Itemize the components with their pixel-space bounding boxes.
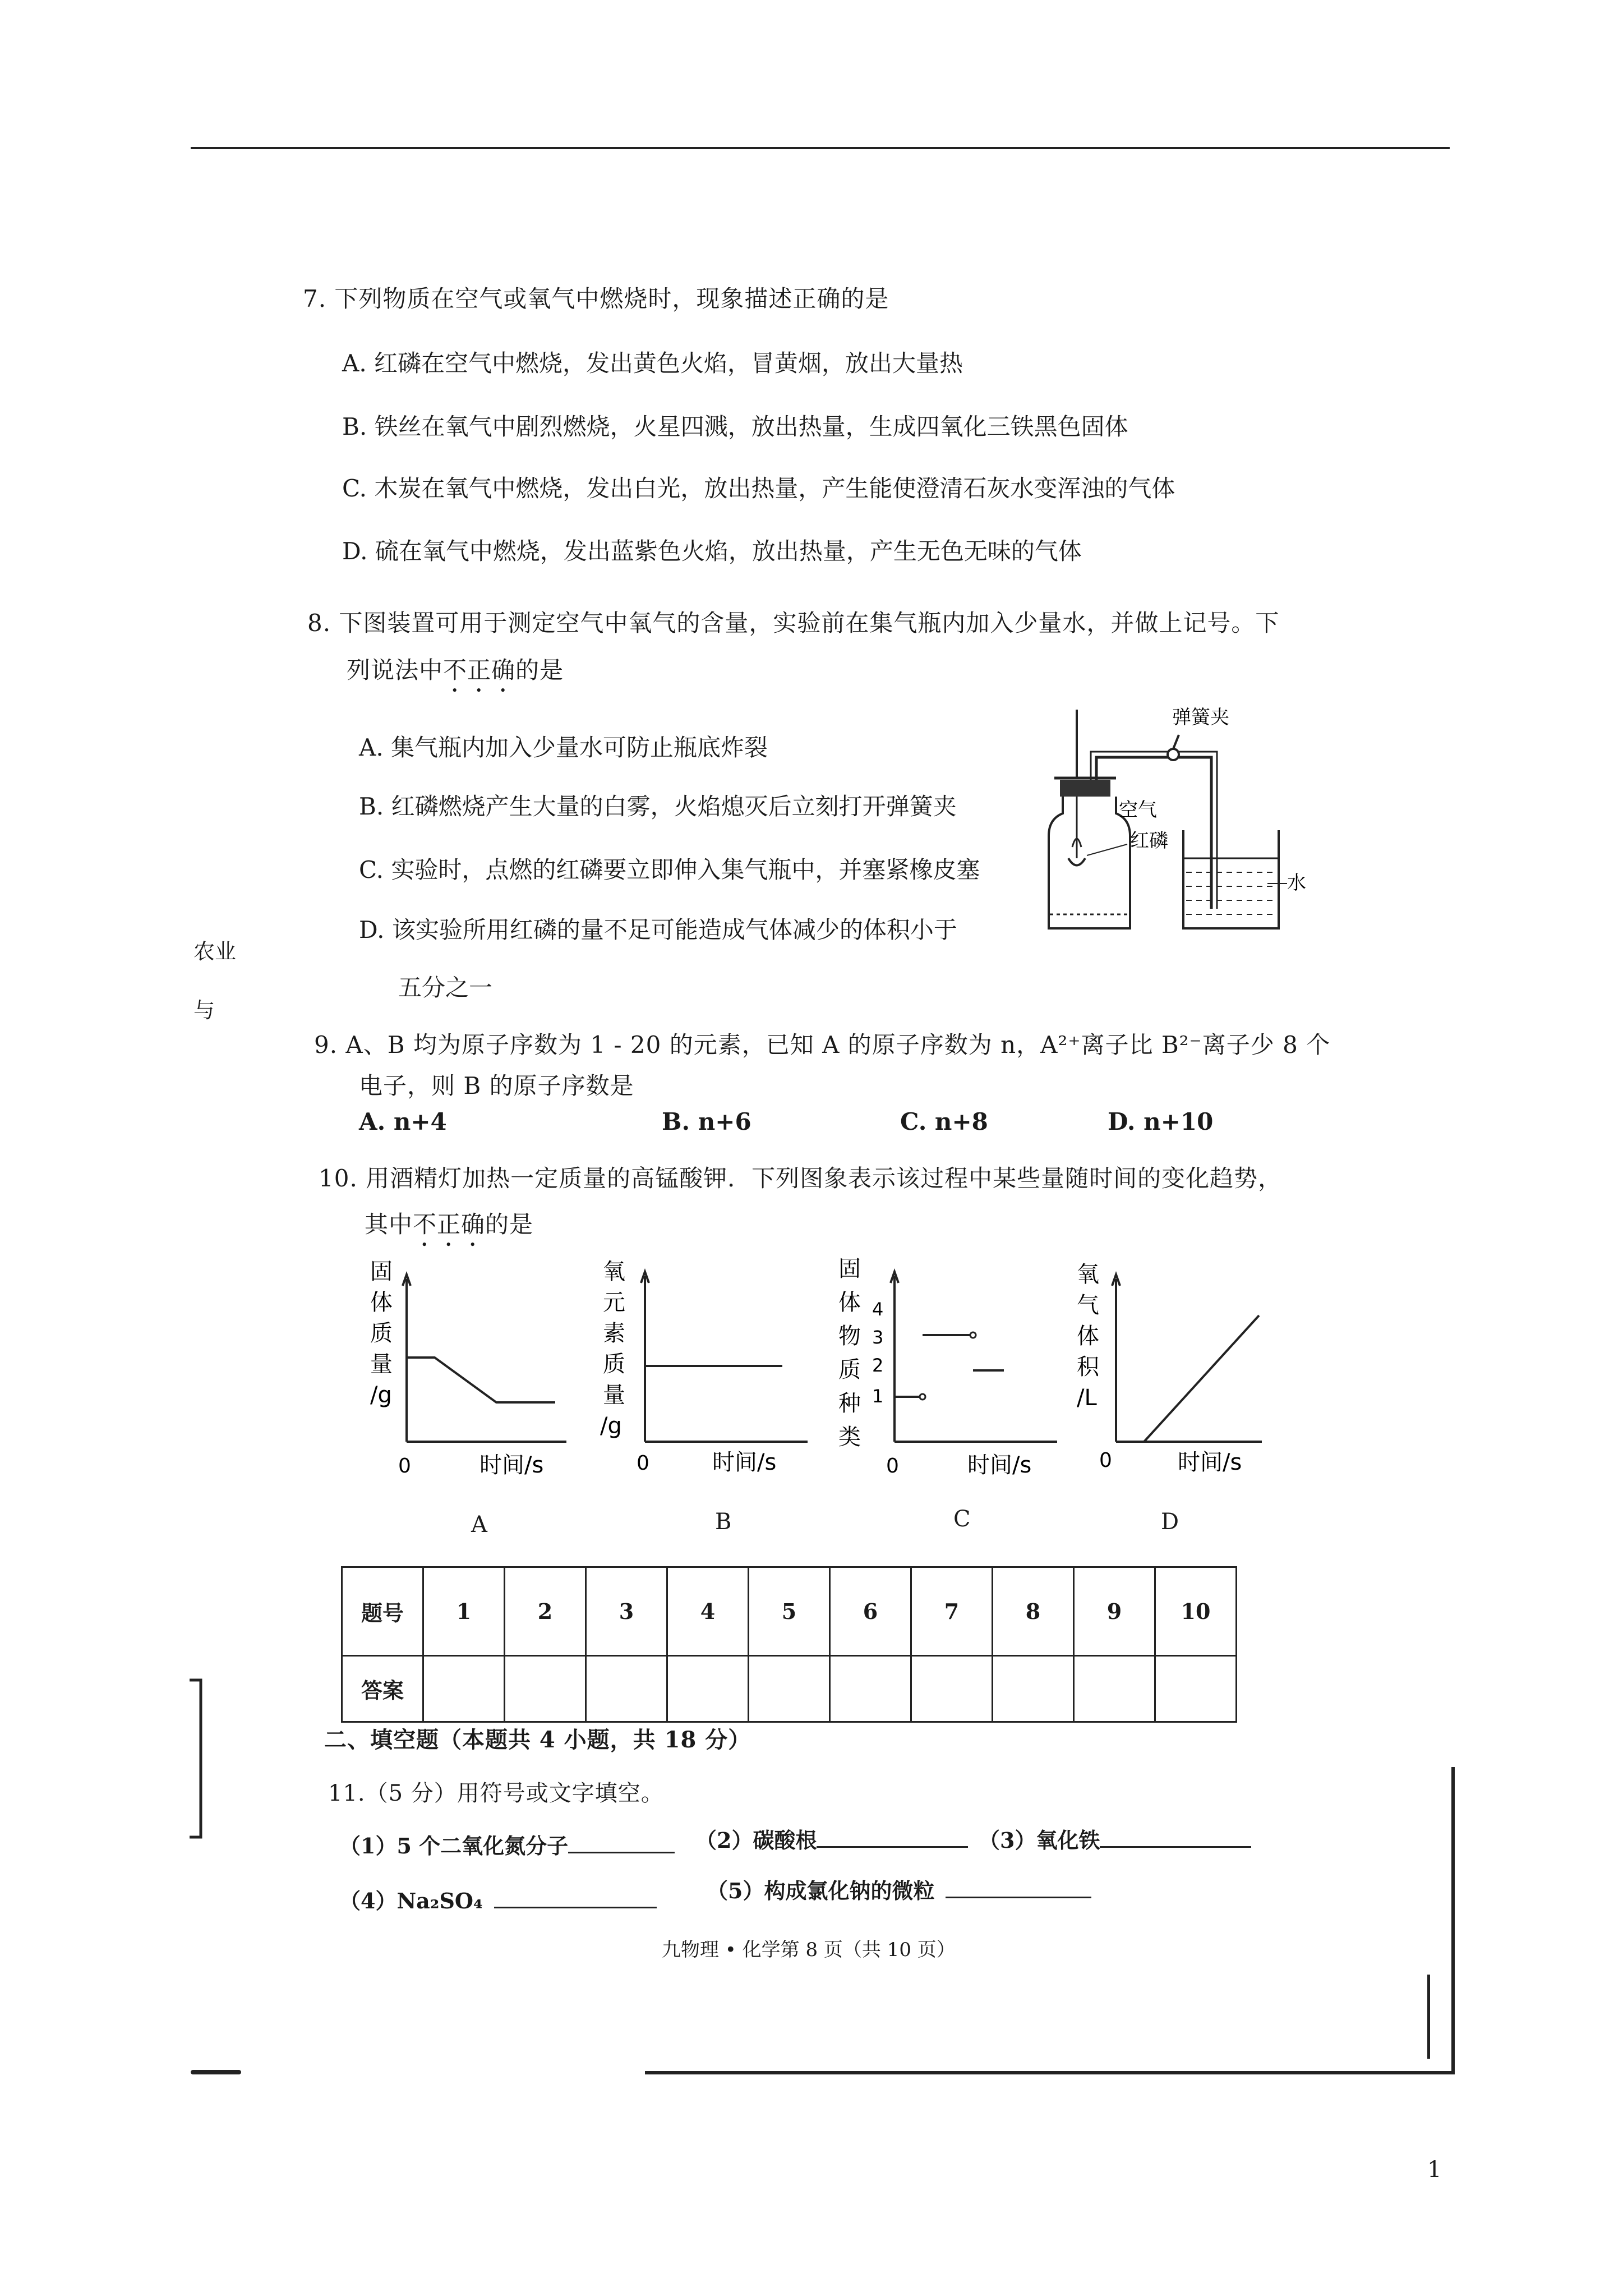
- answer-table-number-8: 8: [993, 1567, 1074, 1656]
- chart-c-ytick-3: 3: [872, 1327, 884, 1348]
- q9-line2: 电子，则 B 的原子序数是: [359, 1072, 634, 1099]
- spring-clip-icon: [1168, 749, 1179, 760]
- chart-b-ylabel-5: 量: [603, 1382, 625, 1408]
- q11-item-3-blank[interactable]: [1100, 1827, 1251, 1848]
- answer-table-number-7: 7: [911, 1567, 993, 1656]
- scan-bottom-left-mark: [191, 2070, 241, 2074]
- chart-a-caption: A: [471, 1512, 487, 1538]
- chart-b-xlabel: 时间/s: [712, 1450, 777, 1475]
- label-phosphorus: 红磷: [1130, 830, 1168, 852]
- q8-stem-line2-pre: 列说法中: [347, 656, 444, 684]
- q8-stem-line2: [347, 652, 564, 697]
- answer-cell-9[interactable]: [1074, 1656, 1155, 1722]
- scan-right-tick: [1427, 1975, 1430, 2059]
- q9-option-d: D. n+10: [1108, 1108, 1214, 1135]
- answer-table-number-2: 2: [505, 1567, 586, 1656]
- margin-text-1: 农业: [193, 939, 237, 964]
- chart-b-ylabel-1: 氧: [603, 1259, 625, 1285]
- beaker-water: [1186, 872, 1276, 914]
- chart-b-origin: 0: [637, 1452, 649, 1475]
- q8-option-c: C. 实验时，点燃的红磷要立即伸入集气瓶中，并塞紧橡皮塞: [359, 856, 980, 884]
- chart-c-ylabel-5: 种: [838, 1391, 861, 1416]
- chart-c-ylabel-6: 类: [838, 1424, 861, 1450]
- top-rule: [191, 147, 1450, 149]
- q7-option-d: D. 硫在氧气中燃烧，发出蓝紫色火焰，放出热量，产生无色无味的气体: [342, 537, 1082, 565]
- q11-item-1: [339, 1829, 675, 1860]
- q11-item-3-label: （3）氧化铁: [979, 1828, 1100, 1853]
- answer-table-label-number: 题号: [342, 1567, 423, 1656]
- q10-line2: [365, 1206, 533, 1251]
- q11-item-4-blank[interactable]: [494, 1888, 657, 1908]
- q8-stem-line2-post: 的是: [515, 656, 564, 684]
- q8-option-d: D. 该实验所用红磷的量不足可能造成气体减少的体积小于: [359, 916, 957, 944]
- chart-a-curve: [407, 1358, 555, 1402]
- chart-c-ytick-4: 4: [872, 1299, 884, 1320]
- chart-d-origin: 0: [1099, 1449, 1112, 1472]
- chart-c-ylabel-3: 物: [838, 1323, 861, 1349]
- answer-cell-2[interactable]: [505, 1656, 586, 1722]
- q8-option-b: B. 红磷燃烧产生大量的白雾，火焰熄灭后立刻打开弹簧夹: [359, 793, 957, 820]
- answer-table-number-6: 6: [830, 1567, 911, 1656]
- scan-bottom-edge: [645, 2071, 1453, 2074]
- chart-a-ylabel-3: 质: [370, 1320, 393, 1346]
- q8-stem-line1: 8. 下图装置可用于测定空气中氧气的含量，实验前在集气瓶内加入少量水，并做上记号。下: [307, 609, 1280, 637]
- margin-text-2: 与: [193, 998, 215, 1023]
- chart-d-caption: D: [1161, 1509, 1179, 1535]
- gas-jar: [1049, 797, 1130, 928]
- chart-d-ylabel-4: 积: [1077, 1354, 1099, 1380]
- q11-stem: 11.（5 分）用符号或文字填空。: [328, 1780, 664, 1806]
- answer-cell-5[interactable]: [749, 1656, 830, 1722]
- left-bracket-mark: [185, 1677, 208, 1840]
- chart-c-point-1: [920, 1394, 925, 1400]
- chart-d-ylabel-3: 体: [1077, 1323, 1099, 1349]
- chart-b-ylabel-3: 素: [603, 1320, 625, 1346]
- q11-item-4-label: （4）Na₂SO₄: [339, 1888, 483, 1913]
- q7-option-c: C. 木炭在氧气中燃烧，发出白光，放出热量，产生能使澄清石灰水变浑浊的气体: [342, 475, 1175, 502]
- chart-c-ylabel-2: 体: [838, 1290, 861, 1315]
- chart-b-ylabel-6: /g: [600, 1413, 622, 1439]
- chart-a-ylabel-4: 量: [370, 1351, 393, 1377]
- chart-d-ylabel-5: /L: [1077, 1385, 1097, 1411]
- page-footer: 九物理 • 化学第 8 页（共 10 页）: [662, 1939, 956, 1961]
- chart-a-ylabel-1: 固: [370, 1259, 393, 1285]
- chart-b-ylabel-4: 质: [603, 1351, 625, 1377]
- chart-b-caption: B: [715, 1509, 732, 1535]
- q11-item-3: [979, 1823, 1251, 1854]
- label-air: 空气: [1119, 799, 1157, 821]
- answer-table-number-5: 5: [749, 1567, 830, 1656]
- q8-stem-line2-emphasis: 不正确: [443, 656, 516, 684]
- q11-item-2: [695, 1823, 968, 1854]
- chart-d: [1071, 1257, 1295, 1492]
- q7-option-b: B. 铁丝在氧气中剧烈燃烧，火星四溅，放出热量，生成四氧化三铁黑色固体: [342, 413, 1128, 440]
- answer-cell-3[interactable]: [586, 1656, 667, 1722]
- answer-cell-4[interactable]: [667, 1656, 749, 1722]
- q9-option-c: C. n+8: [900, 1108, 988, 1135]
- answer-cell-10[interactable]: [1155, 1656, 1237, 1722]
- answer-table-number-4: 4: [667, 1567, 749, 1656]
- q11-item-5: [707, 1874, 1091, 1904]
- chart-d-curve: [1144, 1315, 1259, 1442]
- spring-clip-lever: [1173, 735, 1179, 749]
- answer-table-answer-row: [342, 1656, 1237, 1722]
- chart-d-xlabel: 时间/s: [1178, 1450, 1242, 1475]
- q11-item-1-blank[interactable]: [568, 1833, 675, 1853]
- q11-item-5-label: （5）构成氯化钠的微粒: [707, 1878, 935, 1903]
- q8-option-a: A. 集气瓶内加入少量水可防止瓶底炸裂: [359, 734, 768, 761]
- chart-c: [833, 1248, 1068, 1495]
- chart-a-xlabel: 时间/s: [479, 1452, 544, 1478]
- answer-cell-7[interactable]: [911, 1656, 993, 1722]
- chart-c-origin: 0: [886, 1455, 899, 1478]
- answer-cell-6[interactable]: [830, 1656, 911, 1722]
- rubber-stopper: [1060, 780, 1110, 797]
- section2-title: 二、填空题（本题共 4 小题，共 18 分）: [324, 1727, 751, 1753]
- q11-item-5-blank[interactable]: [946, 1878, 1091, 1898]
- answer-table-number-1: 1: [423, 1567, 505, 1656]
- q9-line1: 9. A、B 均为原子序数为 1 - 20 的元素，已知 A 的原子序数为 n，A²⁺离子比 B²⁻离子少 8 个: [314, 1031, 1331, 1059]
- q11-item-4: [339, 1884, 657, 1915]
- answer-table-number-10: 10: [1155, 1567, 1237, 1656]
- chart-c-xlabel: 时间/s: [967, 1452, 1032, 1478]
- q9-option-b: B. n+6: [662, 1108, 751, 1135]
- chart-d-ylabel-2: 气: [1077, 1292, 1099, 1318]
- label-spring-clip: 弹簧夹: [1172, 706, 1229, 729]
- q10-line2-emphasis: 不正确: [413, 1211, 486, 1238]
- beaker: [1183, 830, 1279, 928]
- q11-item-2-blank[interactable]: [817, 1827, 968, 1848]
- answer-table-label-answer: 答案: [342, 1656, 423, 1722]
- scan-right-edge: [1451, 1767, 1455, 2074]
- q11-item-2-label: （2）碳酸根: [695, 1828, 817, 1853]
- q7-option-a: A. 红磷在空气中燃烧，发出黄色火焰，冒黄烟，放出大量热: [342, 349, 963, 377]
- answer-table-number-3: 3: [586, 1567, 667, 1656]
- combustion-spoon-bowl: [1068, 858, 1085, 866]
- chart-c-ylabel-4: 质: [838, 1357, 861, 1383]
- q7-stem: 7. 下列物质在空气或氧气中燃烧时，现象描述正确的是: [303, 285, 889, 312]
- chart-c-caption: C: [953, 1506, 971, 1532]
- answer-table-header-row: [342, 1567, 1237, 1656]
- chart-a-ylabel-5: /g: [370, 1382, 392, 1408]
- answer-cell-8[interactable]: [993, 1656, 1074, 1722]
- chart-c-ylabel-1: 固: [838, 1256, 861, 1282]
- chart-c-ytick-2: 2: [872, 1355, 884, 1376]
- answer-table-number-9: 9: [1074, 1567, 1155, 1656]
- q11-item-1-label: （1）5 个二氧化氮分子: [339, 1833, 569, 1858]
- phosphorus-leader: [1087, 844, 1127, 855]
- answer-cell-1[interactable]: [423, 1656, 505, 1722]
- q10-line2-pre: 其中: [365, 1211, 413, 1238]
- q10-line2-post: 的是: [485, 1211, 534, 1238]
- answer-table: [341, 1566, 1237, 1723]
- chart-d-ylabel-1: 氧: [1077, 1262, 1099, 1287]
- chart-b: [592, 1254, 816, 1495]
- chart-a-origin: 0: [398, 1455, 411, 1478]
- q10-line1: 10. 用酒精灯加热一定质量的高锰酸钾．下列图象表示该过程中某些量随时间的变化趋势，: [319, 1165, 1283, 1192]
- q9-option-a: A. n+4: [359, 1108, 447, 1135]
- q8-option-d-continued: 五分之一: [398, 974, 493, 1001]
- chart-c-point-3: [970, 1332, 976, 1338]
- chart-c-ytick-1: 1: [872, 1386, 884, 1407]
- chart-a: [359, 1257, 583, 1492]
- chart-a-ylabel-2: 体: [370, 1290, 393, 1315]
- chart-b-ylabel-2: 元: [603, 1290, 625, 1315]
- label-water: 水: [1287, 872, 1306, 894]
- page-number: 1: [1427, 2157, 1442, 2183]
- q8-apparatus-diagram: [1032, 704, 1312, 940]
